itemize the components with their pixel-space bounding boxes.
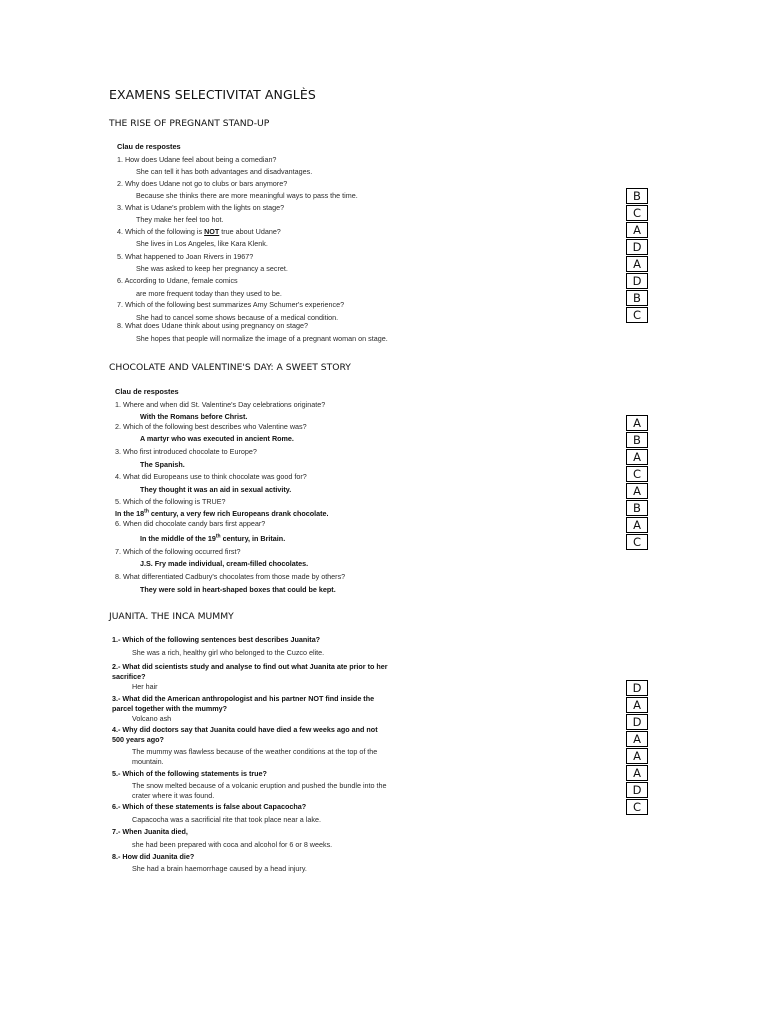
superscript: th bbox=[215, 533, 221, 540]
answer-box: A bbox=[626, 697, 648, 713]
answer-box: D bbox=[626, 714, 648, 730]
question: 8.- How did Juanita die? bbox=[112, 852, 195, 861]
answer-box: A bbox=[626, 517, 648, 533]
answer-box: B bbox=[626, 432, 648, 448]
answer: They thought it was an aid in sexual activity. bbox=[140, 485, 292, 494]
answer-text: century, a very few rich Europeans drank chocolate. bbox=[148, 509, 329, 518]
document-title: EXAMENS SELECTIVITAT ANGLÈS bbox=[109, 87, 316, 102]
answer-box: D bbox=[626, 239, 648, 255]
question: 6. According to Udane, female comics bbox=[117, 276, 238, 285]
question: 4.- Why did doctors say that Juanita could have died a few weeks ago and not bbox=[112, 725, 378, 734]
key-label: Clau de respostes bbox=[117, 142, 181, 151]
answer: The snow melted because of a volcanic eruption and pushed the bundle into the bbox=[132, 781, 387, 790]
answer-box: A bbox=[626, 449, 648, 465]
answer-box: B bbox=[626, 290, 648, 306]
question: 6.- Which of these statements is false about Capacocha? bbox=[112, 802, 307, 811]
answer: Volcano ash bbox=[132, 714, 172, 723]
answer bbox=[140, 535, 285, 542]
answer-box: C bbox=[626, 307, 648, 323]
answer-box: B bbox=[626, 500, 648, 516]
question: 1. Where and when did St. Valentine's Day celebrations originate? bbox=[115, 400, 326, 409]
answer-box: B bbox=[626, 188, 648, 204]
question: 8. What differentiated Cadbury's chocolates from those made by others? bbox=[115, 572, 346, 581]
question: 5. Which of the following is TRUE? bbox=[115, 497, 226, 506]
question bbox=[117, 228, 281, 235]
question: 2.- What did scientists study and analyse to find out what Juanita ate prior to her bbox=[112, 662, 388, 671]
answer-box: C bbox=[626, 799, 648, 815]
question: 1.- Which of the following sentences best describes Juanita? bbox=[112, 635, 321, 644]
question: 1. How does Udane feel about being a comedian? bbox=[117, 155, 277, 164]
answer-box: D bbox=[626, 273, 648, 289]
answer-box: A bbox=[626, 765, 648, 781]
question: 3. Who first introduced chocolate to Europe? bbox=[115, 447, 257, 456]
answer: She had a brain haemorrhage caused by a head injury. bbox=[132, 864, 307, 873]
question: 2. Which of the following best describes who Valentine was? bbox=[115, 422, 307, 431]
question: parcel together with the mummy? bbox=[112, 704, 228, 713]
answer-box: C bbox=[626, 205, 648, 221]
answer: The Spanish. bbox=[140, 460, 185, 469]
question: 7.- When Juanita died, bbox=[112, 827, 188, 836]
answer-box: A bbox=[626, 483, 648, 499]
question-text: 4. Which of the following is bbox=[117, 227, 203, 236]
answer-box: A bbox=[626, 256, 648, 272]
answer: She hopes that people will normalize the image of a pregnant woman on stage. bbox=[136, 334, 388, 343]
answer: mountain. bbox=[132, 757, 164, 766]
question: 6. When did chocolate candy bars first appear? bbox=[115, 519, 266, 528]
answer-box: A bbox=[626, 415, 648, 431]
answer-box: D bbox=[626, 782, 648, 798]
answer-box: A bbox=[626, 748, 648, 764]
answer-text: In the 18 bbox=[115, 509, 145, 518]
question: 2. Why does Udane not go to clubs or bars anymore? bbox=[117, 179, 288, 188]
emphasis: NOT bbox=[204, 227, 220, 236]
question: sacrifice? bbox=[112, 672, 146, 681]
answer: She lives in Los Angeles, like Kara Klenk. bbox=[136, 239, 268, 248]
answer-box: C bbox=[626, 466, 648, 482]
question: 4. What did Europeans use to think chocolate was good for? bbox=[115, 472, 307, 481]
answer-text: century, in Britain. bbox=[220, 534, 286, 543]
answer: J.S. Fry made individual, cream-filled chocolates. bbox=[140, 559, 309, 568]
answer: are more frequent today than they used to be. bbox=[136, 289, 282, 298]
question-text: true about Udane? bbox=[221, 227, 281, 236]
answer: She was a rich, healthy girl who belonged to the Cuzco elite. bbox=[132, 648, 325, 657]
answer: They make her feel too hot. bbox=[136, 215, 224, 224]
question: 5.- Which of the following statements is true? bbox=[112, 769, 267, 778]
question: 5. What happened to Joan Rivers in 1967? bbox=[117, 252, 254, 261]
question: 7. Which of the following occurred first? bbox=[115, 547, 241, 556]
answer-box: A bbox=[626, 222, 648, 238]
superscript: th bbox=[144, 508, 149, 515]
section-heading: CHOCOLATE AND VALENTINE'S DAY: A SWEET STORY bbox=[109, 362, 351, 373]
question: 500 years ago? bbox=[112, 735, 164, 744]
answer: crater where it was found. bbox=[132, 791, 215, 800]
answer-text: In the middle of the 19 bbox=[140, 534, 216, 543]
question: 7. Which of the following best summarizes Amy Schumer's experience? bbox=[117, 300, 345, 309]
section-heading: JUANITA. THE INCA MUMMY bbox=[109, 611, 234, 622]
answer: Capacocha was a sacrificial rite that took place near a lake. bbox=[132, 815, 321, 824]
answer bbox=[115, 510, 329, 517]
question: 8. What does Udane think about using pregnancy on stage? bbox=[117, 321, 308, 330]
answer: Because she thinks there are more meaningful ways to pass the time. bbox=[136, 191, 358, 200]
key-label: Clau de respostes bbox=[115, 387, 179, 396]
answer: A martyr who was executed in ancient Rome. bbox=[140, 434, 294, 443]
answer: she had been prepared with coca and alcohol for 6 or 8 weeks. bbox=[132, 840, 333, 849]
answer: Her hair bbox=[132, 682, 158, 691]
answer-box: A bbox=[626, 731, 648, 747]
question: 3. What is Udane's problem with the lights on stage? bbox=[117, 203, 285, 212]
section-heading: THE RISE OF PREGNANT STAND-UP bbox=[109, 118, 270, 129]
answer: With the Romans before Christ. bbox=[140, 412, 248, 421]
answer: She was asked to keep her pregnancy a secret. bbox=[136, 264, 288, 273]
answer: The mummy was flawless because of the weather conditions at the top of the bbox=[132, 747, 378, 756]
answer: She can tell it has both advantages and disadvantages. bbox=[136, 167, 313, 176]
answer-box: D bbox=[626, 680, 648, 696]
answer-box: C bbox=[626, 534, 648, 550]
answer: She had to cancel some shows because of a medical condition. bbox=[136, 313, 339, 322]
answer: They were sold in heart-shaped boxes that could be kept. bbox=[140, 585, 336, 594]
question: 3.- What did the American anthropologist and his partner NOT find inside the bbox=[112, 694, 375, 703]
